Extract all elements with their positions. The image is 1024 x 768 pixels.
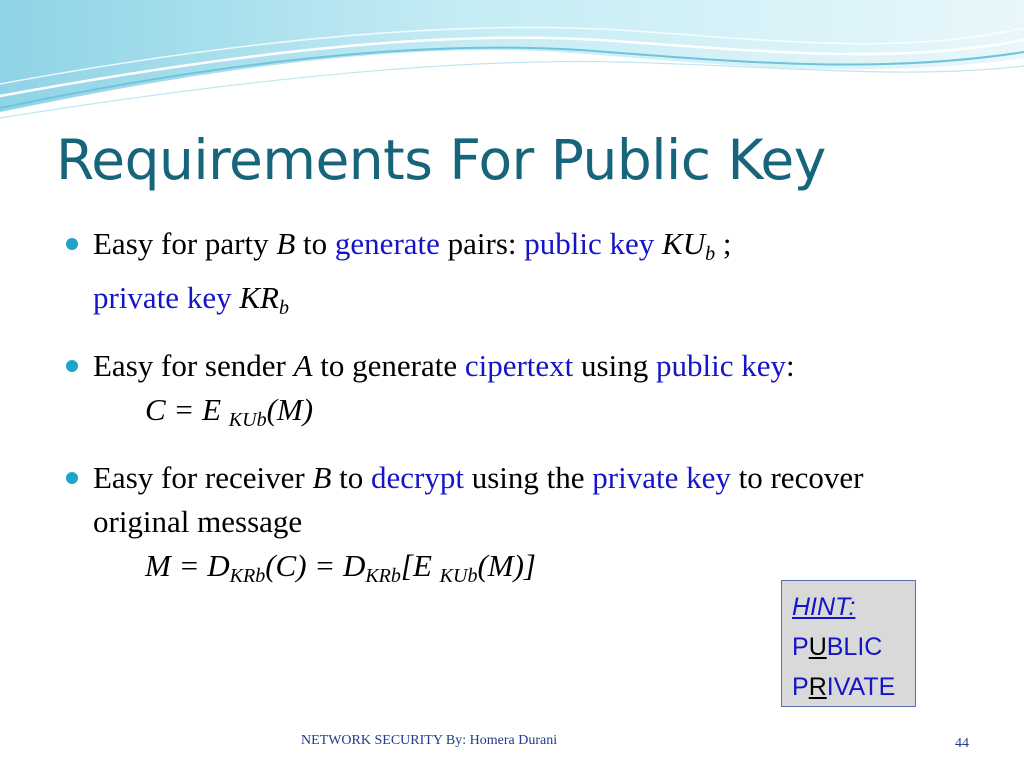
keyword-private-key: private key (592, 460, 731, 495)
bullet-key-generation (60, 222, 960, 330)
hint-letters: BLIC (826, 633, 883, 661)
formula-part: (M)] (477, 548, 536, 583)
bullet-encryption (60, 344, 960, 442)
hint-line-private (792, 667, 915, 707)
text: using the (463, 460, 593, 495)
formula-part: (M) (266, 392, 314, 427)
formula-part: C = E (145, 392, 229, 427)
hint-line-public (792, 627, 915, 667)
text: Easy for sender (93, 348, 294, 383)
text: to (331, 460, 372, 495)
receiver-variable: B (312, 460, 332, 495)
subscript: b (278, 297, 289, 319)
text: : (785, 348, 795, 383)
text: ; (715, 226, 732, 261)
hint-letters: IVATE (826, 673, 896, 701)
header-wave-decoration (0, 0, 1024, 130)
text: pairs: (439, 226, 525, 261)
bullet-dot-icon (66, 238, 78, 250)
hint-highlight-letter: R (808, 673, 827, 701)
text: to generate (312, 348, 465, 383)
party-variable: B (276, 226, 296, 261)
bullet-dot-icon (66, 472, 78, 484)
hint-box (781, 580, 916, 707)
text: Easy for receiver (93, 460, 313, 495)
bullet-decryption (60, 456, 960, 598)
hint-title: HINT: (792, 593, 856, 621)
private-key-variable: KR (239, 280, 279, 315)
text: to recover original message (93, 460, 864, 539)
subscript: KUb (439, 565, 478, 587)
subscript: KUb (228, 409, 267, 431)
subscript: b (705, 243, 716, 265)
public-key-variable: KU (662, 226, 706, 261)
keyword-decrypt: decrypt (371, 460, 464, 495)
keyword-generate: generate (334, 226, 440, 261)
text: to (295, 226, 335, 261)
formula-part: M = D (145, 548, 230, 583)
formula-part: (C) = D (265, 548, 366, 583)
text: using (573, 348, 656, 383)
keyword-public-key: public key (524, 226, 655, 261)
page-number: 44 (955, 736, 969, 751)
subscript: KRb (365, 565, 401, 587)
keyword-public-key: public key (655, 348, 786, 383)
hint-letter: P (792, 673, 809, 701)
hint-highlight-letter: U (808, 633, 827, 661)
keyword-private-key: private key (93, 280, 232, 315)
formula-part: [E (400, 548, 440, 583)
encryption-formula (93, 388, 960, 442)
bullet-list (60, 222, 960, 612)
text: Easy for party (93, 226, 277, 261)
keyword-cipertext: cipertext (464, 348, 574, 383)
sender-variable: A (293, 348, 313, 383)
hint-letter: P (792, 633, 809, 661)
text (654, 226, 662, 261)
footer-text: NETWORK SECURITY By: Homera Durani (301, 733, 558, 748)
bullet-dot-icon (66, 360, 78, 372)
slide-title: Requirements For Public Key (56, 128, 826, 192)
subscript: KRb (229, 565, 266, 587)
